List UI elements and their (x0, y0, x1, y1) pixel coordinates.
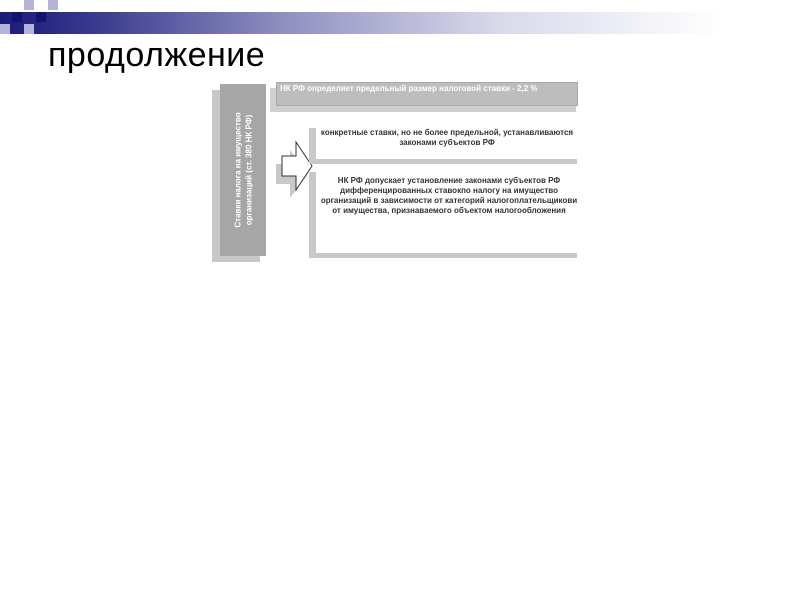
header-square-5 (0, 24, 10, 34)
middle-box-shadow-bottom (309, 159, 577, 164)
header-square-1 (12, 12, 22, 22)
slide-title: продолжение (48, 36, 266, 74)
top-box-text: НК РФ определяет предельный размер налоговой ставки - 2,2 % (280, 84, 538, 93)
vertical-label-line2: организаций (ст. 380 НК РФ) (245, 114, 255, 226)
bottom-box-text: НК РФ допускает установление законами субъектов РФ дифференцированных ставокпо налогу на имущество организаций в зависимости от категорий налогоплательщикови от имущества, признаваемого объектом налогообложения (320, 176, 578, 215)
header-square-4 (36, 12, 46, 22)
bottom-box-shadow-left (309, 172, 316, 258)
header-square-6 (48, 0, 58, 10)
header-square-2 (24, 0, 34, 10)
vertical-label-container (224, 88, 264, 252)
vertical-label-line1: Ставки налога на имущество (234, 112, 244, 228)
header-gradient-bar (0, 12, 800, 34)
bottom-box-shadow-bottom (309, 253, 577, 258)
header-square-3 (24, 24, 34, 34)
middle-box-text: конкретные ставки, но не более предельной, устанавливаются законами субъектов РФ (320, 128, 574, 147)
vertical-label (233, 112, 255, 227)
